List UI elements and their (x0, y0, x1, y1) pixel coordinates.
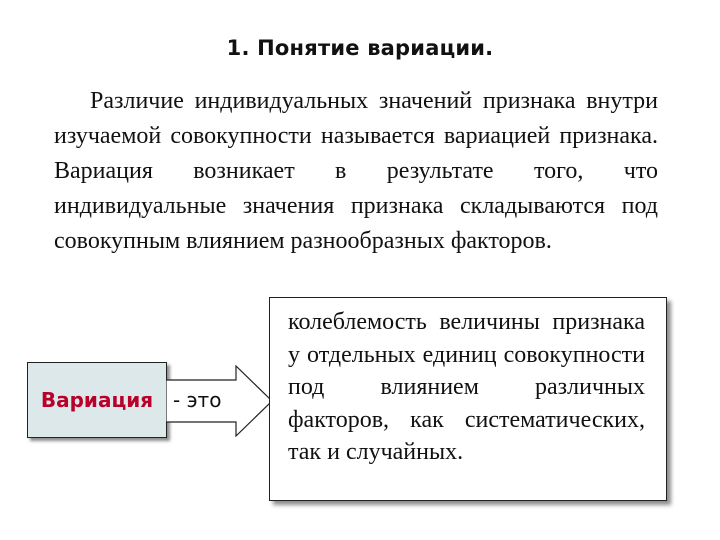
intro-paragraph: Различие индивидуальных значений признака внутри изучаемой совокупности называется вариацией признака. Вариация возникает в результате того, что индивидуальные значения признака складываются под совокупным влиянием разнообразных факторов. (54, 88, 658, 254)
definition-text: колеблемость величины признака у отдельных единиц совокупности под влиянием различных факторов, как систематических, так и случайных. (288, 309, 645, 465)
connector-label: - это (173, 388, 222, 412)
slide-title: 1. Понятие вариации. (226, 36, 494, 60)
term-box: Вариация (27, 362, 167, 438)
